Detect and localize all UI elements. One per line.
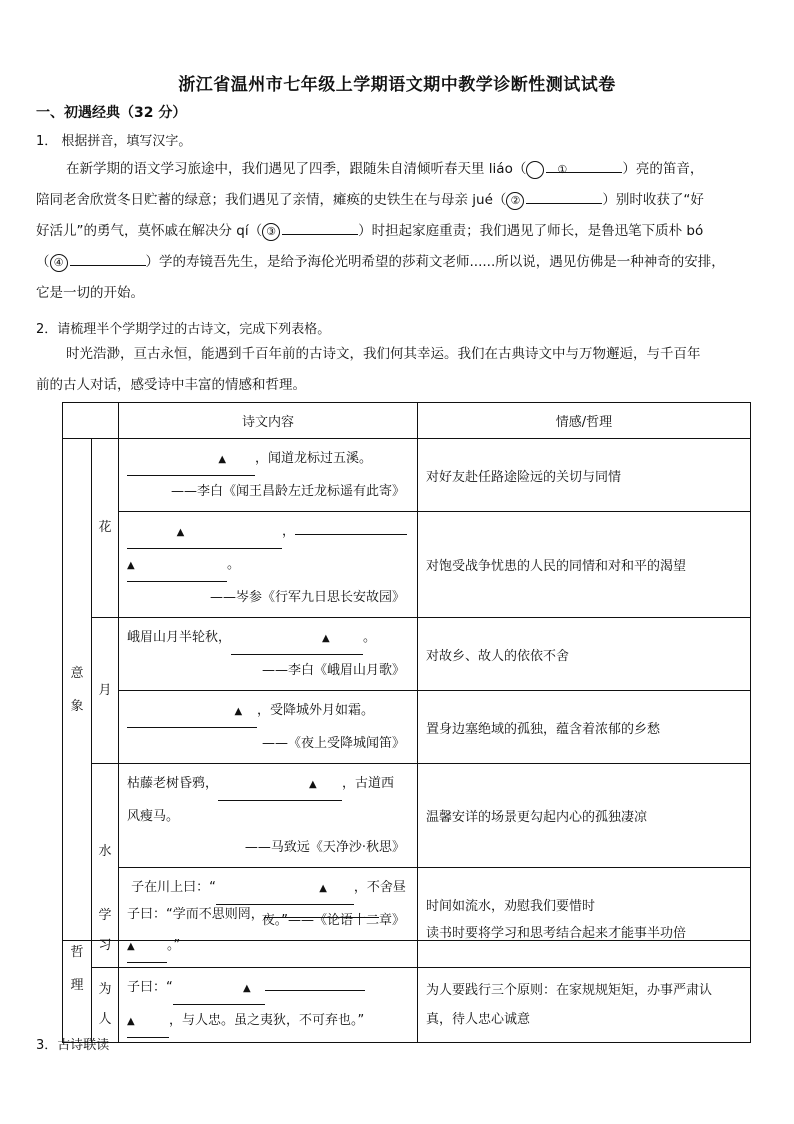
- table-row: [63, 968, 751, 1043]
- question-3-label: 3．古诗联读: [36, 1038, 110, 1053]
- poetry-table: [62, 402, 751, 941]
- answer-blank[interactable]: ▲: [216, 872, 354, 905]
- passage-line: 在新学期的语文学习旅途中，我们遇见了四季，跟随朱自清倾听春天里 liáo（ ① ）亮的笛音，: [66, 161, 704, 177]
- poem-content: 枯藤老树昏鸦， ▲ ，古道西 风瘦马。 ——马致远《天净沙·秋思》: [119, 764, 418, 868]
- answer-blank[interactable]: [264, 917, 379, 918]
- answer-blank-2[interactable]: [526, 203, 602, 204]
- poem-content: ▲ ，闻道龙标过五溪。 ——李白《闻王昌龄左迁龙标遥有此寄》: [119, 439, 418, 512]
- passage-line: 它是一切的开始。: [36, 285, 144, 301]
- answer-blank[interactable]: ▲: [127, 930, 167, 963]
- emotion-cell: 为人要践行三个原则：在家规规矩矩，办事严肃认 真，待人忠心诚意: [418, 968, 751, 1043]
- answer-blank[interactable]: ▲: [127, 549, 227, 582]
- question-1-label: 1． 根据拼音，填写汉字。: [36, 134, 192, 149]
- header-content: 诗文内容: [119, 403, 418, 439]
- answer-blank[interactable]: ▲: [173, 972, 265, 1005]
- table-row: [63, 764, 751, 868]
- poem-content: 子曰：“学而不思则罔， ▲ 。”: [119, 895, 418, 968]
- category-zheli: 哲 理: [63, 895, 92, 1043]
- exam-title: 浙江省温州市七年级上学期语文期中教学诊断性测试试卷: [178, 75, 616, 95]
- poem-content: ▲ ，受降城外月如霜。 ——《夜上受降城闻笛》: [119, 691, 418, 764]
- table-row: [63, 895, 751, 968]
- header-emotion: 情感/哲理: [418, 403, 751, 439]
- blank-marker: ①: [526, 161, 544, 179]
- table-row: [63, 439, 751, 512]
- emotion-cell: 对好友赴任路途险远的关切与同情: [418, 439, 751, 512]
- answer-blank[interactable]: ▲: [127, 695, 257, 728]
- subcategory-weiren: 为 人: [92, 968, 119, 1043]
- emotion-cell: 置身边塞绝域的孤独，蕴含着浓郁的乡愁: [418, 691, 751, 764]
- emotion-cell: 温馨安详的场景更勾起内心的孤独凄凉: [418, 764, 751, 868]
- category-yixiang: 意 象: [63, 439, 92, 941]
- blank-marker: ③: [262, 223, 280, 241]
- answer-blank[interactable]: [265, 990, 365, 991]
- answer-blank[interactable]: ▲: [127, 1005, 169, 1038]
- answer-blank[interactable]: ▲: [127, 516, 282, 549]
- passage-line: 陪同老舍欣赏冬日贮蓄的绿意；我们遇见了亲情，瘫痪的史铁生在与母亲 jué（ ② ）别时收获了“好: [36, 192, 704, 208]
- answer-blank-3[interactable]: [282, 234, 358, 235]
- table-row: [63, 691, 751, 764]
- poem-content: 子在川上曰：“ ▲ ，不舍昼 夜。”——《论语十二章》: [119, 868, 418, 941]
- emotion-cell: 时间如流水，劝慰我们要惜时: [418, 868, 751, 941]
- image-hua: 花: [92, 439, 119, 618]
- emotion-cell: 读书时要将学习和思考结合起来才能事半功倍: [418, 895, 751, 968]
- section-heading: 一、初遇经典（32 分）: [36, 105, 187, 121]
- question-1-passage: [36, 154, 758, 309]
- passage-line: （ ④ ）学的寿镜吾先生，是给予海伦光明希望的莎莉文老师......所以说，遇见仿佛是一种神奇的安排，: [36, 254, 725, 270]
- question-2-intro: 时光浩渺，亘古永恒，能遇到千百年前的古诗文，我们何其幸运。我们在古典诗文中与万物邂逅，与千百年 前的古人对话，感受诗中丰富的情感和哲理。: [36, 346, 701, 393]
- emotion-cell: 对故乡、故人的依依不舍: [418, 618, 751, 691]
- passage-line: 好活儿”的勇气，莫怀戚在解决分 qí（ ③ ）时担起家庭重责；我们遇见了师长，是鲁迅笔下质朴 bó: [36, 223, 704, 239]
- image-shui: 水: [92, 764, 119, 941]
- answer-blank[interactable]: [295, 534, 407, 535]
- question-2-label: 2．请梳理半个学期学过的古诗文，完成下列表格。: [36, 322, 331, 337]
- answer-blank[interactable]: ▲: [218, 768, 342, 801]
- image-yue: 月: [92, 618, 119, 764]
- table-row: [63, 512, 751, 618]
- emotion-cell: 对饱受战争忧患的人民的同情和对和平的渴望: [418, 512, 751, 618]
- poem-content: 峨眉山月半轮秋， ▲ 。 ——李白《峨眉山月歌》: [119, 618, 418, 691]
- answer-blank[interactable]: ▲: [127, 443, 255, 476]
- subcategory-xuexi: 学 习: [92, 895, 119, 968]
- answer-blank-1[interactable]: [546, 172, 622, 173]
- answer-blank-4[interactable]: [70, 265, 146, 266]
- blank-marker: ④: [50, 254, 68, 272]
- blank-marker: ②: [506, 192, 524, 210]
- poem-content: ▲ ， ▲ 。 ——岑参《行军九日思长安故园》: [119, 512, 418, 618]
- poem-content: 子曰：“ ▲ ▲ ，与人忠。虽之夷狄，不可弃也。”: [119, 968, 418, 1043]
- answer-blank[interactable]: ▲: [231, 622, 363, 655]
- table-header-row: [63, 403, 751, 439]
- poetry-table-philosophy: [62, 895, 751, 1043]
- table-row: [63, 618, 751, 691]
